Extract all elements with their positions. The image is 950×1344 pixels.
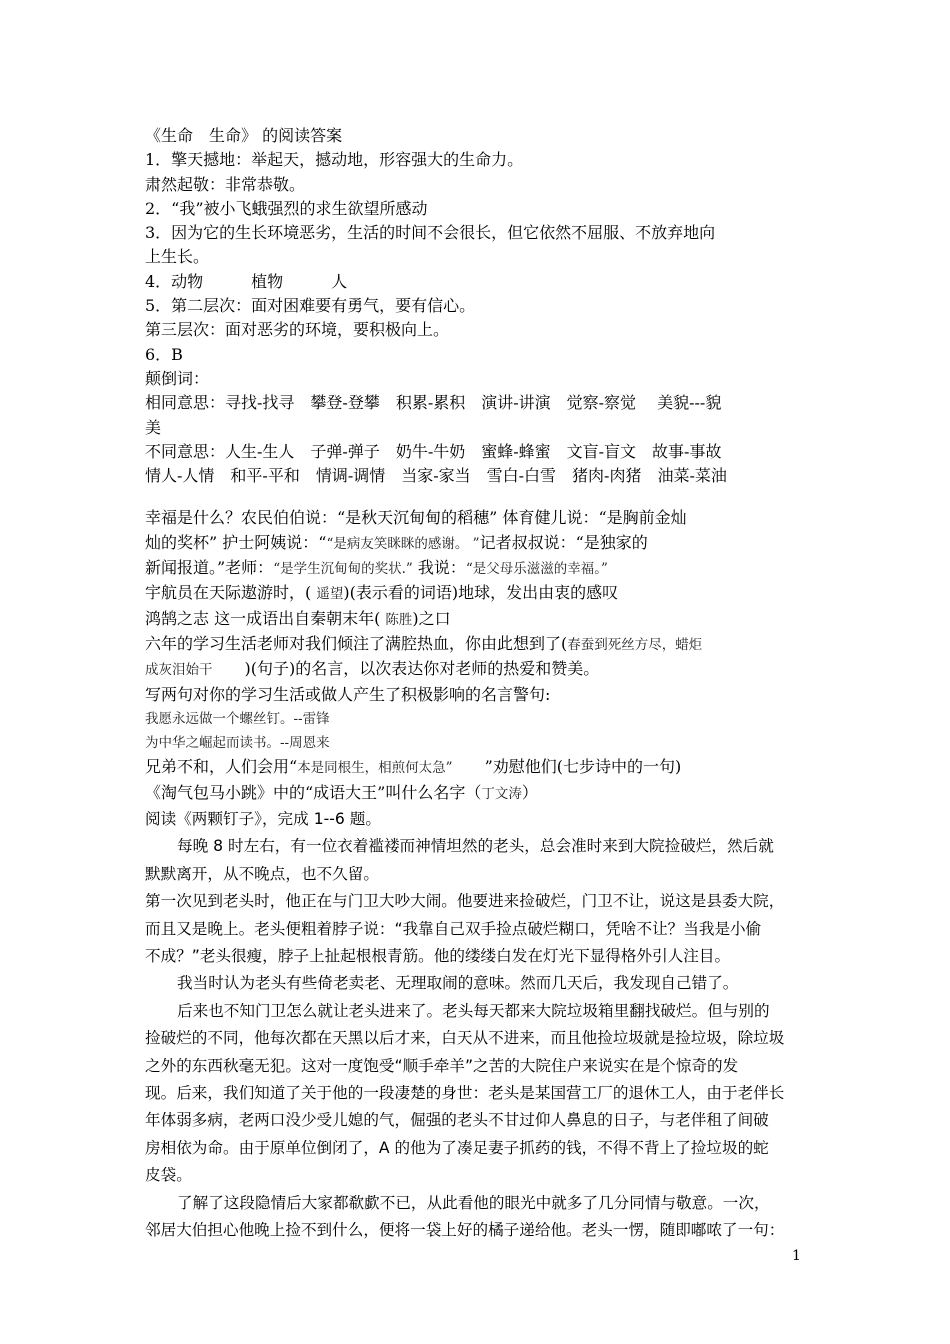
fill-text: )之口 bbox=[412, 608, 451, 628]
fill-answer: 春蚕到死丝方尽，蜡炬 bbox=[567, 636, 703, 653]
article-line: 阅读《两颗钉子》，完成 1--6 题。 bbox=[145, 810, 381, 829]
answer-line: 5．第二层次：面对困难要有勇气，要有信心。 bbox=[145, 296, 476, 316]
fill-line: 幸福是什么？农民伯伯说：“是秋天沉甸甸的稻穗” 体育健儿说：“是胸前金灿 bbox=[145, 508, 687, 528]
fill-text: 新闻报道。”老师： bbox=[145, 558, 274, 578]
article-section bbox=[145, 806, 810, 1245]
fill-text: 《淘气包马小跳》中的“成语大王”叫什么名字（ bbox=[145, 782, 482, 802]
fill-line bbox=[145, 781, 810, 806]
article-line: 默默离开，从不晚点，也不久留。 bbox=[145, 864, 379, 883]
fill-text: 我说： bbox=[412, 558, 466, 578]
quote-line: 为中华之崛起而读书。--周恩来 bbox=[145, 735, 330, 752]
answer-line: 颠倒词： bbox=[145, 368, 210, 388]
article-line: 捡破烂的不同，他每次都在天黑以后才来，白天从不进来，而且他捡垃圾就是捡垃圾，除垃圾 bbox=[145, 1029, 785, 1048]
fill-answer: 成灰泪始干 bbox=[145, 662, 213, 679]
answer-line: 4．动物 植物 人 bbox=[145, 271, 348, 291]
fill-answer: “是父母乐滋滋的幸福。” bbox=[465, 561, 608, 578]
quote-line: 我愿永远做一个螺丝钉。--雷锋 bbox=[145, 710, 330, 727]
page-number: 1 bbox=[792, 1248, 801, 1264]
answer-line: 美 bbox=[145, 417, 162, 437]
answer-line: 不同意思：人生-生人 子弹-弹子 奶牛-牛奶 蜜蜂-蜂蜜 文盲-盲文 故事-事故 bbox=[145, 441, 722, 461]
article-line: 年体弱多病，老两口没少受儿媳的气，倔强的老头不甘过仰人鼻息的日子，与老伴租了间破 bbox=[145, 1111, 769, 1130]
article-line: 皮袋。 bbox=[145, 1166, 192, 1185]
section-gap bbox=[145, 488, 810, 506]
fill-answer: 陈胜 bbox=[385, 611, 413, 628]
fill-in-section bbox=[145, 506, 810, 806]
fill-text: 灿的奖杯” 护士阿姨说：“ bbox=[145, 532, 327, 552]
article-line: 不成？”老头很瘦，脖子上扯起根根青筋。他的缕缕白发在灯光下显得格外引人注目。 bbox=[145, 947, 731, 966]
answer-line: 第三层次：面对恶劣的环境，要积极向上。 bbox=[145, 320, 450, 340]
fill-text: 六年的学习生活老师对我们倾注了满腔热血，你由此想到了( bbox=[145, 633, 568, 653]
answer-line: 相同意思：寻找-找寻 攀登-登攀 积累-累积 演讲-讲演 觉察-察觉 美貌---貌 bbox=[145, 393, 722, 413]
answer-line: 3．因为它的生长环境恶劣，生活的时间不会很长，但它依然不屈服、不放弃地向 bbox=[145, 223, 716, 243]
article-line: 每晚 8 时左右，有一位衣着褴褛而神情坦然的老头，总会准时来到大院捡破烂，然后就 bbox=[177, 837, 774, 856]
answer-line: 2．“我”被小飞蛾强烈的求生欲望所感动 bbox=[145, 198, 428, 218]
fill-text: 记者叔叔说：“是独家的 bbox=[479, 532, 648, 552]
fill-line: 写两句对你的学习生活或做人产生了积极影响的名言警句: bbox=[145, 684, 551, 704]
answer-line: 1．擎天撼地：举起天，撼动地，形容强大的生命力。 bbox=[145, 150, 524, 170]
fill-answer: 本是同根生，相煎何太急” bbox=[297, 760, 453, 777]
fill-text: 鸿鹄之志 这一成语出自秦朝末年( bbox=[145, 608, 386, 628]
fill-answer: 遥望 bbox=[316, 586, 344, 603]
article-line: 之外的东西秋毫无犯。这对一度饱受“顺手牵羊”之苦的大院住户来说实在是个惊奇的发 bbox=[145, 1056, 739, 1075]
document-body bbox=[145, 124, 810, 1245]
fill-text: ”劝慰他们(七步诗中的一句) bbox=[452, 757, 682, 777]
answer-line: 肃然起敬：非常恭敬。 bbox=[145, 174, 306, 194]
article-line: 房相依为命。由于原单位倒闭了，A 的他为了凑足妻子抓药的钱，不得不背上了捡垃圾的蛇 bbox=[145, 1138, 769, 1157]
article-line: 了解了这段隐情后大家都欷歔不已，从此看他的眼光中就多了几分同情与敬意。一次， bbox=[177, 1193, 770, 1212]
answer-line: 情人-人情 和平-平和 情调-调情 当家-家当 雪白-白雪 猪肉-肉猪 油菜-菜油 bbox=[145, 466, 727, 486]
article-line: 第一次见到老头时，他正在与门卫大吵大闹。他要进来捡破烂，门卫不让，说这是县委大院， bbox=[145, 892, 785, 911]
fill-line bbox=[145, 657, 810, 682]
fill-text: 兄弟不和，人们会用“ bbox=[145, 757, 298, 777]
fill-text: 宇航员在天际遨游时，( bbox=[145, 583, 317, 603]
answer-line: 6．B bbox=[145, 344, 183, 364]
fill-line bbox=[145, 581, 810, 606]
fill-line bbox=[145, 531, 810, 556]
fill-text: )(表示看的词语)地球，发出由衷的感叹 bbox=[343, 583, 619, 603]
article-line: 邻居大伯担心他晚上捡不到什么，便将一袋上好的橘子递给他。老头一愣，随即嘟哝了一句： bbox=[145, 1221, 785, 1240]
document-title: 《生命 生命》 的阅读答案 bbox=[145, 126, 343, 145]
article-line: 后来也不知门卫怎么就让老头进来了。老头每天都来大院垃圾箱里翻找破烂。但与别的 bbox=[177, 1001, 770, 1020]
fill-line bbox=[145, 755, 810, 780]
fill-line bbox=[145, 556, 810, 581]
fill-text: )(句子)的名言，以次表达你对老师的热爱和赞美。 bbox=[212, 659, 600, 679]
fill-answer: 丁文涛 bbox=[481, 785, 522, 802]
fill-answer: “是病友笑眯眯的感谢。 ” bbox=[326, 535, 480, 552]
fill-line bbox=[145, 632, 810, 657]
article-line: 现。后来，我们知道了关于他的一段凄楚的身世：老头是某国营工厂的退休工人，由于老伴长 bbox=[145, 1084, 785, 1103]
fill-text: ） bbox=[521, 782, 538, 802]
article-line: 而且又是晚上。老头便粗着脖子说：“我靠自己双手捡点破烂糊口，凭啥不让？当我是小偷 bbox=[145, 919, 762, 938]
article-line: 我当时认为老头有些倚老卖老、无理取闹的意味。然而几天后，我发现自己错了。 bbox=[177, 974, 739, 993]
fill-answer: “是学生沉甸甸的奖状.” bbox=[273, 561, 413, 578]
answer-line: 上生长。 bbox=[145, 247, 210, 267]
answers-section bbox=[145, 148, 810, 488]
fill-line bbox=[145, 607, 810, 632]
